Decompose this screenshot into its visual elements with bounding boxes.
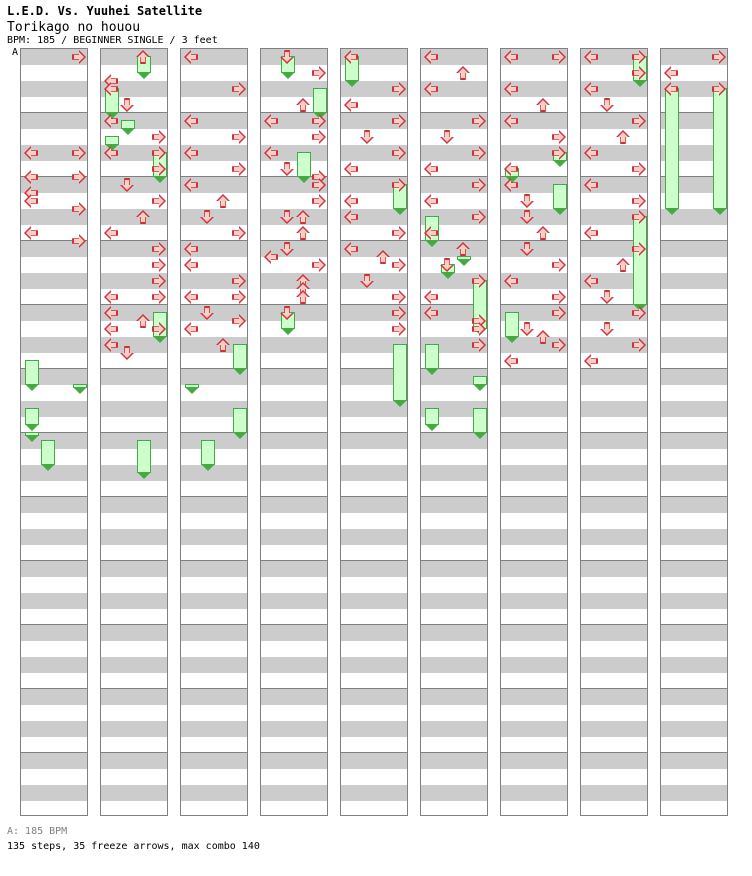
freeze-arrow	[313, 88, 327, 113]
measure-line	[501, 496, 567, 497]
left-arrow-icon	[424, 82, 438, 96]
left-arrow-icon	[344, 194, 358, 208]
freeze-arrow	[137, 440, 151, 473]
measure-line	[341, 304, 407, 305]
measure-line	[21, 560, 87, 561]
measure-line	[661, 432, 727, 433]
left-arrow-icon	[104, 322, 118, 336]
right-arrow-icon	[472, 338, 486, 352]
left-arrow-icon	[184, 242, 198, 256]
freeze-arrow	[425, 216, 439, 241]
freeze-arrow	[233, 408, 247, 433]
right-arrow-icon	[392, 146, 406, 160]
chart-column-1	[20, 48, 88, 816]
chart-column-2	[100, 48, 168, 816]
freeze-arrow	[425, 344, 439, 369]
left-arrow-icon	[584, 82, 598, 96]
up-arrow-icon	[616, 130, 630, 144]
right-arrow-icon	[552, 290, 566, 304]
measure-line	[21, 112, 87, 113]
measure-line	[21, 304, 87, 305]
left-arrow-icon	[504, 82, 518, 96]
measure-line	[181, 496, 247, 497]
measure-line	[661, 752, 727, 753]
measure-line	[421, 752, 487, 753]
left-arrow-icon	[104, 226, 118, 240]
down-arrow-icon	[280, 162, 294, 176]
freeze-arrow	[25, 432, 39, 436]
measure-line	[101, 624, 167, 625]
measure-line	[261, 624, 327, 625]
right-arrow-icon	[392, 322, 406, 336]
measure-line	[421, 496, 487, 497]
left-arrow-icon	[184, 114, 198, 128]
down-arrow-icon	[280, 242, 294, 256]
measure-line	[581, 624, 647, 625]
measure-line	[581, 752, 647, 753]
freeze-arrow	[713, 88, 727, 209]
left-arrow-icon	[424, 162, 438, 176]
up-arrow-icon	[456, 66, 470, 80]
measure-line	[261, 432, 327, 433]
right-arrow-icon	[312, 66, 326, 80]
left-arrow-icon	[184, 178, 198, 192]
up-arrow-icon	[136, 210, 150, 224]
measure-line	[501, 624, 567, 625]
measure-line	[341, 496, 407, 497]
measure-line	[341, 176, 407, 177]
measure-line	[101, 368, 167, 369]
left-arrow-icon	[344, 162, 358, 176]
left-arrow-icon	[424, 306, 438, 320]
measure-line	[501, 752, 567, 753]
freeze-arrow	[185, 384, 199, 388]
freeze-arrow	[233, 344, 247, 369]
left-arrow-icon	[664, 66, 678, 80]
chart-column-9	[660, 48, 728, 816]
measure-line	[21, 624, 87, 625]
measure-line	[341, 432, 407, 433]
freeze-arrow	[473, 408, 487, 433]
left-arrow-icon	[344, 242, 358, 256]
down-arrow-icon	[600, 290, 614, 304]
left-arrow-icon	[504, 50, 518, 64]
measure-line	[261, 240, 327, 241]
freeze-arrow	[457, 256, 471, 260]
freeze-arrow	[633, 216, 647, 305]
measure-line	[581, 688, 647, 689]
measure-line	[181, 752, 247, 753]
measure-line	[661, 624, 727, 625]
measure-line	[261, 752, 327, 753]
up-arrow-icon	[456, 242, 470, 256]
up-arrow-icon	[296, 290, 310, 304]
measure-line	[581, 112, 647, 113]
measure-line	[101, 688, 167, 689]
left-arrow-icon	[104, 146, 118, 160]
measure-line	[261, 688, 327, 689]
down-arrow-icon	[440, 130, 454, 144]
right-arrow-icon	[632, 114, 646, 128]
up-arrow-icon	[136, 314, 150, 328]
chart-column-3	[180, 48, 248, 816]
right-arrow-icon	[232, 274, 246, 288]
right-arrow-icon	[232, 226, 246, 240]
measure-line	[101, 560, 167, 561]
measure-line	[341, 688, 407, 689]
right-arrow-icon	[312, 258, 326, 272]
freeze-arrow	[297, 152, 311, 177]
down-arrow-icon	[120, 98, 134, 112]
up-arrow-icon	[216, 194, 230, 208]
left-arrow-icon	[184, 290, 198, 304]
measure-line	[101, 304, 167, 305]
chart-column-7	[500, 48, 568, 816]
right-arrow-icon	[312, 178, 326, 192]
measure-line	[421, 560, 487, 561]
measure-line	[501, 688, 567, 689]
freeze-arrow	[73, 384, 87, 388]
down-arrow-icon	[280, 210, 294, 224]
right-arrow-icon	[152, 130, 166, 144]
right-arrow-icon	[632, 338, 646, 352]
right-arrow-icon	[392, 290, 406, 304]
measure-line	[341, 624, 407, 625]
measure-line	[341, 560, 407, 561]
measure-line	[341, 752, 407, 753]
measure-line	[101, 496, 167, 497]
measure-line	[261, 368, 327, 369]
freeze-arrow	[553, 184, 567, 209]
left-arrow-icon	[584, 354, 598, 368]
measure-line	[341, 112, 407, 113]
freeze-arrow	[105, 136, 119, 145]
measure-line	[501, 304, 567, 305]
left-arrow-icon	[104, 114, 118, 128]
measure-line	[581, 496, 647, 497]
measure-line	[261, 304, 327, 305]
down-arrow-icon	[120, 178, 134, 192]
measure-line	[21, 752, 87, 753]
freeze-arrow	[25, 360, 39, 385]
left-arrow-icon	[184, 322, 198, 336]
measure-line	[421, 624, 487, 625]
left-arrow-icon	[584, 50, 598, 64]
measure-line	[581, 368, 647, 369]
right-arrow-icon	[472, 114, 486, 128]
measure-line	[661, 304, 727, 305]
measure-line	[421, 176, 487, 177]
left-arrow-icon	[504, 274, 518, 288]
measure-line	[581, 432, 647, 433]
freeze-arrow	[25, 408, 39, 425]
measure-line	[421, 112, 487, 113]
down-arrow-icon	[200, 210, 214, 224]
right-arrow-icon	[232, 314, 246, 328]
up-arrow-icon	[296, 210, 310, 224]
measure-line	[341, 240, 407, 241]
right-arrow-icon	[472, 178, 486, 192]
right-arrow-icon	[712, 50, 726, 64]
right-arrow-icon	[72, 170, 86, 184]
measure-line	[501, 240, 567, 241]
freeze-arrow	[665, 88, 679, 209]
up-arrow-icon	[536, 330, 550, 344]
right-arrow-icon	[72, 50, 86, 64]
right-arrow-icon	[632, 162, 646, 176]
measure-line	[101, 432, 167, 433]
right-arrow-icon	[552, 306, 566, 320]
measure-line	[101, 752, 167, 753]
measure-line	[661, 496, 727, 497]
bpm-marker: A	[12, 47, 19, 58]
left-arrow-icon	[344, 210, 358, 224]
right-arrow-icon	[72, 234, 86, 248]
right-arrow-icon	[72, 146, 86, 160]
left-arrow-icon	[24, 194, 38, 208]
right-arrow-icon	[72, 202, 86, 216]
left-arrow-icon	[424, 194, 438, 208]
freeze-arrow	[121, 120, 135, 129]
measure-line	[181, 176, 247, 177]
measure-line	[181, 688, 247, 689]
left-arrow-icon	[264, 114, 278, 128]
left-arrow-icon	[24, 226, 38, 240]
left-arrow-icon	[584, 274, 598, 288]
freeze-arrow	[425, 408, 439, 425]
right-arrow-icon	[152, 290, 166, 304]
freeze-arrow	[473, 376, 487, 385]
left-arrow-icon	[344, 98, 358, 112]
left-arrow-icon	[104, 306, 118, 320]
left-arrow-icon	[584, 178, 598, 192]
right-arrow-icon	[392, 258, 406, 272]
left-arrow-icon	[264, 250, 278, 264]
left-arrow-icon	[104, 338, 118, 352]
measure-line	[21, 496, 87, 497]
freeze-arrow	[41, 440, 55, 465]
song-title: L.E.D. Vs. Yuuhei Satellite	[7, 4, 203, 18]
right-arrow-icon	[152, 242, 166, 256]
left-arrow-icon	[184, 146, 198, 160]
right-arrow-icon	[552, 338, 566, 352]
down-arrow-icon	[360, 274, 374, 288]
down-arrow-icon	[520, 194, 534, 208]
measure-line	[181, 560, 247, 561]
measure-line	[181, 304, 247, 305]
down-arrow-icon	[600, 98, 614, 112]
right-arrow-icon	[232, 162, 246, 176]
right-arrow-icon	[552, 258, 566, 272]
chart-column-6	[420, 48, 488, 816]
left-arrow-icon	[24, 146, 38, 160]
measure-line	[501, 560, 567, 561]
up-arrow-icon	[296, 226, 310, 240]
right-arrow-icon	[312, 194, 326, 208]
down-arrow-icon	[520, 322, 534, 336]
right-arrow-icon	[232, 290, 246, 304]
down-arrow-icon	[360, 130, 374, 144]
measure-line	[101, 240, 167, 241]
right-arrow-icon	[312, 114, 326, 128]
freeze-arrow	[393, 344, 407, 401]
up-arrow-icon	[536, 226, 550, 240]
down-arrow-icon	[120, 346, 134, 360]
chart-stats: 135 steps, 35 freeze arrows, max combo 140	[7, 841, 260, 852]
left-arrow-icon	[24, 170, 38, 184]
right-arrow-icon	[232, 82, 246, 96]
down-arrow-icon	[520, 242, 534, 256]
up-arrow-icon	[376, 250, 390, 264]
right-arrow-icon	[552, 50, 566, 64]
bpm-legend: A: 185 BPM	[7, 826, 68, 837]
down-arrow-icon	[200, 306, 214, 320]
right-arrow-icon	[632, 194, 646, 208]
measure-line	[181, 624, 247, 625]
left-arrow-icon	[424, 50, 438, 64]
left-arrow-icon	[264, 146, 278, 160]
chart-info: BPM: 185 / BEGINNER SINGLE / 3 feet	[7, 35, 218, 46]
measure-line	[21, 688, 87, 689]
right-arrow-icon	[632, 306, 646, 320]
left-arrow-icon	[504, 354, 518, 368]
left-arrow-icon	[104, 290, 118, 304]
right-arrow-icon	[472, 210, 486, 224]
left-arrow-icon	[424, 290, 438, 304]
right-arrow-icon	[232, 130, 246, 144]
right-arrow-icon	[392, 226, 406, 240]
left-arrow-icon	[184, 258, 198, 272]
right-arrow-icon	[552, 130, 566, 144]
measure-line	[501, 368, 567, 369]
measure-line	[581, 176, 647, 177]
measure-line	[661, 240, 727, 241]
measure-line	[421, 688, 487, 689]
right-arrow-icon	[312, 130, 326, 144]
right-arrow-icon	[392, 82, 406, 96]
down-arrow-icon	[520, 210, 534, 224]
measure-line	[181, 240, 247, 241]
down-arrow-icon	[600, 322, 614, 336]
measure-line	[181, 112, 247, 113]
freeze-arrow	[505, 312, 519, 337]
measure-line	[261, 560, 327, 561]
measure-line	[661, 368, 727, 369]
left-arrow-icon	[504, 178, 518, 192]
measure-line	[501, 112, 567, 113]
up-arrow-icon	[296, 98, 310, 112]
right-arrow-icon	[152, 194, 166, 208]
chart-column-5	[340, 48, 408, 816]
left-arrow-icon	[584, 146, 598, 160]
measure-line	[661, 688, 727, 689]
song-subtitle: Torikago no houou	[7, 20, 141, 35]
up-arrow-icon	[616, 258, 630, 272]
freeze-arrow	[201, 440, 215, 465]
measure-line	[581, 560, 647, 561]
right-arrow-icon	[392, 114, 406, 128]
up-arrow-icon	[216, 338, 230, 352]
right-arrow-icon	[152, 258, 166, 272]
left-arrow-icon	[584, 226, 598, 240]
right-arrow-icon	[472, 146, 486, 160]
left-arrow-icon	[184, 50, 198, 64]
right-arrow-icon	[392, 306, 406, 320]
measure-line	[261, 496, 327, 497]
up-arrow-icon	[536, 98, 550, 112]
chart-column-8	[580, 48, 648, 816]
right-arrow-icon	[152, 274, 166, 288]
chart-column-4	[260, 48, 328, 816]
measure-line	[501, 432, 567, 433]
measure-line	[661, 560, 727, 561]
left-arrow-icon	[504, 114, 518, 128]
